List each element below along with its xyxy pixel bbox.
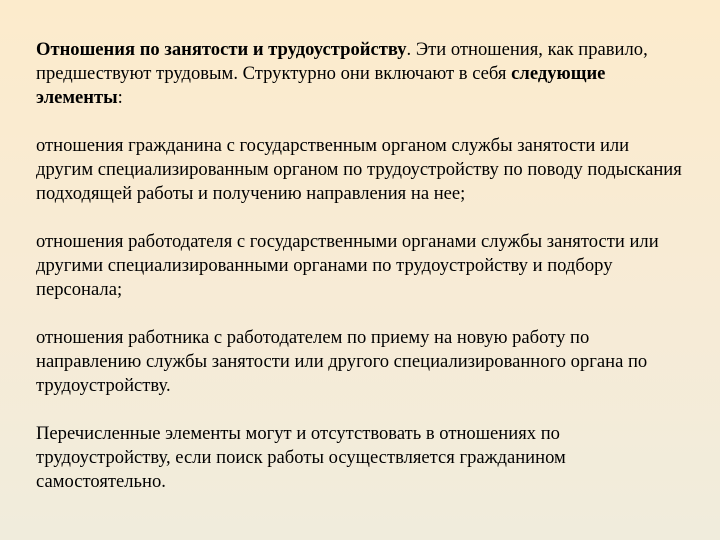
list-item-employer: отношения работодателя с государственными органами службы занятости или другими специализированными органами по трудоустройству и подбору персонала; [36, 231, 659, 300]
slide-text-block [36, 38, 686, 494]
list-item-citizen: отношения гражданина с государственным органом службы занятости или другим специализированным органом по трудоустройству по поводу подыскания подходящей работы и получению направления на нее; [36, 135, 682, 204]
list-item-worker: отношения работника с работодателем по приему на новую работу по направлению службы занятости или другого специализированного органа по трудоустройству. [36, 327, 648, 396]
conclusion-paragraph: Перечисленные элементы могут и отсутствовать в отношениях по трудоустройству, если поиск работы осуществляется гражданином самостоятельно. [36, 423, 566, 492]
elements-bold: следующие элементы [36, 63, 606, 108]
intro-heading-bold: Отношения по занятости и трудоустройству [36, 39, 407, 60]
intro-text: . Эти отношения, как правило, предшествуют трудовым. Структурно они включают в себя [36, 39, 648, 84]
intro-paragraph [36, 38, 686, 110]
intro-colon: : [117, 87, 123, 108]
